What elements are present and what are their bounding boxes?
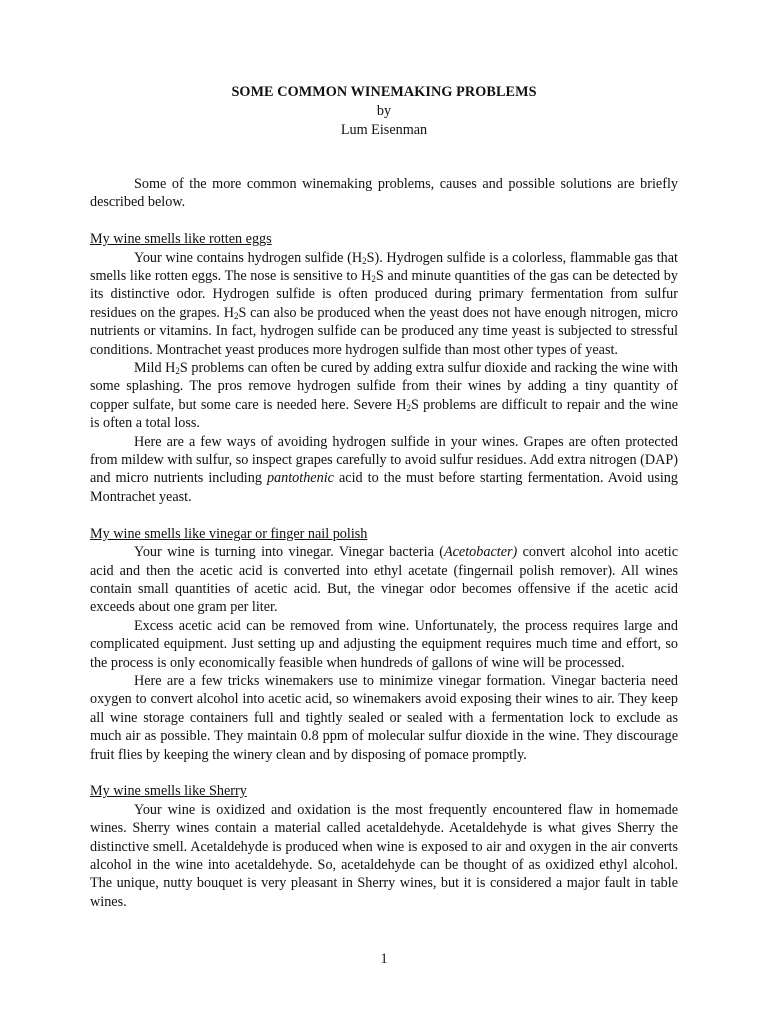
section-heading-vinegar: My wine smells like vinegar or finger nail polish	[90, 525, 368, 542]
spacer	[90, 764, 678, 782]
paragraph-vinegar-intro: Your wine is turning into vinegar. Vinegar bacteria (Acetobacter) convert alcohol into acetic acid and then the acetic acid is converted into ethyl acetate (fingernail polish remover). All wines contain small quantities of acetic acid. But, the vinegar odor becomes offensive if the acetic acid exceeds about one gram per liter.	[90, 544, 678, 616]
byline-by: by	[376, 103, 392, 119]
spacer	[90, 506, 678, 524]
paragraph-vinegar-tricks: Here are a few tricks winemakers use to minimize vinegar formation. Vinegar bacteria need oxygen to convert alcohol into acetic acid, so winemakers avoid exposing their wines to air. They keep all wine storage containers full and tightly sealed or sealed with a fermentation lock to exclude as much air as possible. They maintain 0.8 ppm of molecular sulfur dioxide in the wine. They discourage fruit flies by keeping the winery clean and by disposing of pomace promptly.	[90, 672, 678, 763]
paragraph-vinegar-removal: Excess acetic acid can be removed from wine. Unfortunately, the process requires large and complicated equipment. Just setting up and adjusting the equipment requires much time and effort, so the process is only economically feasible when hundreds of gallons of wine will be processed.	[90, 617, 678, 671]
paragraph-hydrogen-sulfide-intro: Your wine contains hydrogen sulfide $(H_2S)$. Hydrogen sulfide is a colorless, flammable gas that smells like rotten eggs. The nose is sensitive to $H_2S$ and minute quantities of the gas can be detected by its distinctive odor. Hydrogen sulfide is often produced during primary fermentation from sulfur residues on the grapes. $H_2S$ can also be produced when the yeast does not have enough nitrogen, micro nutrients or vitamins. In fact, hydrogen sulfide can be produced any time yeast is subjected to stressful conditions. Montrachet yeast produces more hydrogen sulfide than most other types of yeast.	[90, 249, 679, 358]
section-heading-rotten-eggs: My wine smells like rotten eggs	[90, 231, 272, 248]
author-name: Lum Eisenman	[340, 122, 428, 138]
spacer	[90, 212, 678, 230]
intro-paragraph: Some of the more common winemaking problems, causes and possible solutions are briefly described below.	[90, 176, 678, 211]
page-number: 1	[380, 951, 388, 967]
document-title: SOME COMMON WINEMAKING PROBLEMS	[231, 84, 537, 100]
title-block	[0, 83, 768, 140]
paragraph-hydrogen-sulfide-cure: Mild $H_2S$ problems can often be cured by adding extra sulfur dioxide and racking the wine with some splashing. The pros remove hydrogen sulfide from their wines by adding a tiny quantity of copper sulfate, but some care is needed here. Severe $H_2S$ problems are difficult to repair and the wine is often a total loss.	[90, 360, 678, 432]
section-heading-sherry: My wine smells like Sherry	[90, 783, 247, 800]
paragraph-sherry: Your wine is oxidized and oxidation is the most frequently encountered flaw in homemade wines. Sherry wines contain a material called acetaldehyde. Acetaldehyde is what gives Sherry the distinctive smell. Acetaldehyde is produced when wine is exposed to air and oxygen in the air converts alcohol in the wine into acetaldehyde. So, acetaldehyde can be thought of as oxidized ethyl alcohol. The unique, nutty bouquet is very pleasant in Sherry wines, but it is considered a major fault in table wines.	[90, 801, 678, 910]
paragraph-hydrogen-sulfide-avoid: Here are a few ways of avoiding hydrogen sulfide in your wines. Grapes are often protected from mildew with sulfur, so inspect grapes carefully to avoid sulfur residues. Add extra nitrogen (DAP) and micro nutrients including pantothenic acid to the must before starting fermentation. Avoid using Montrachet yeast.	[90, 433, 678, 505]
document-body	[90, 175, 678, 911]
